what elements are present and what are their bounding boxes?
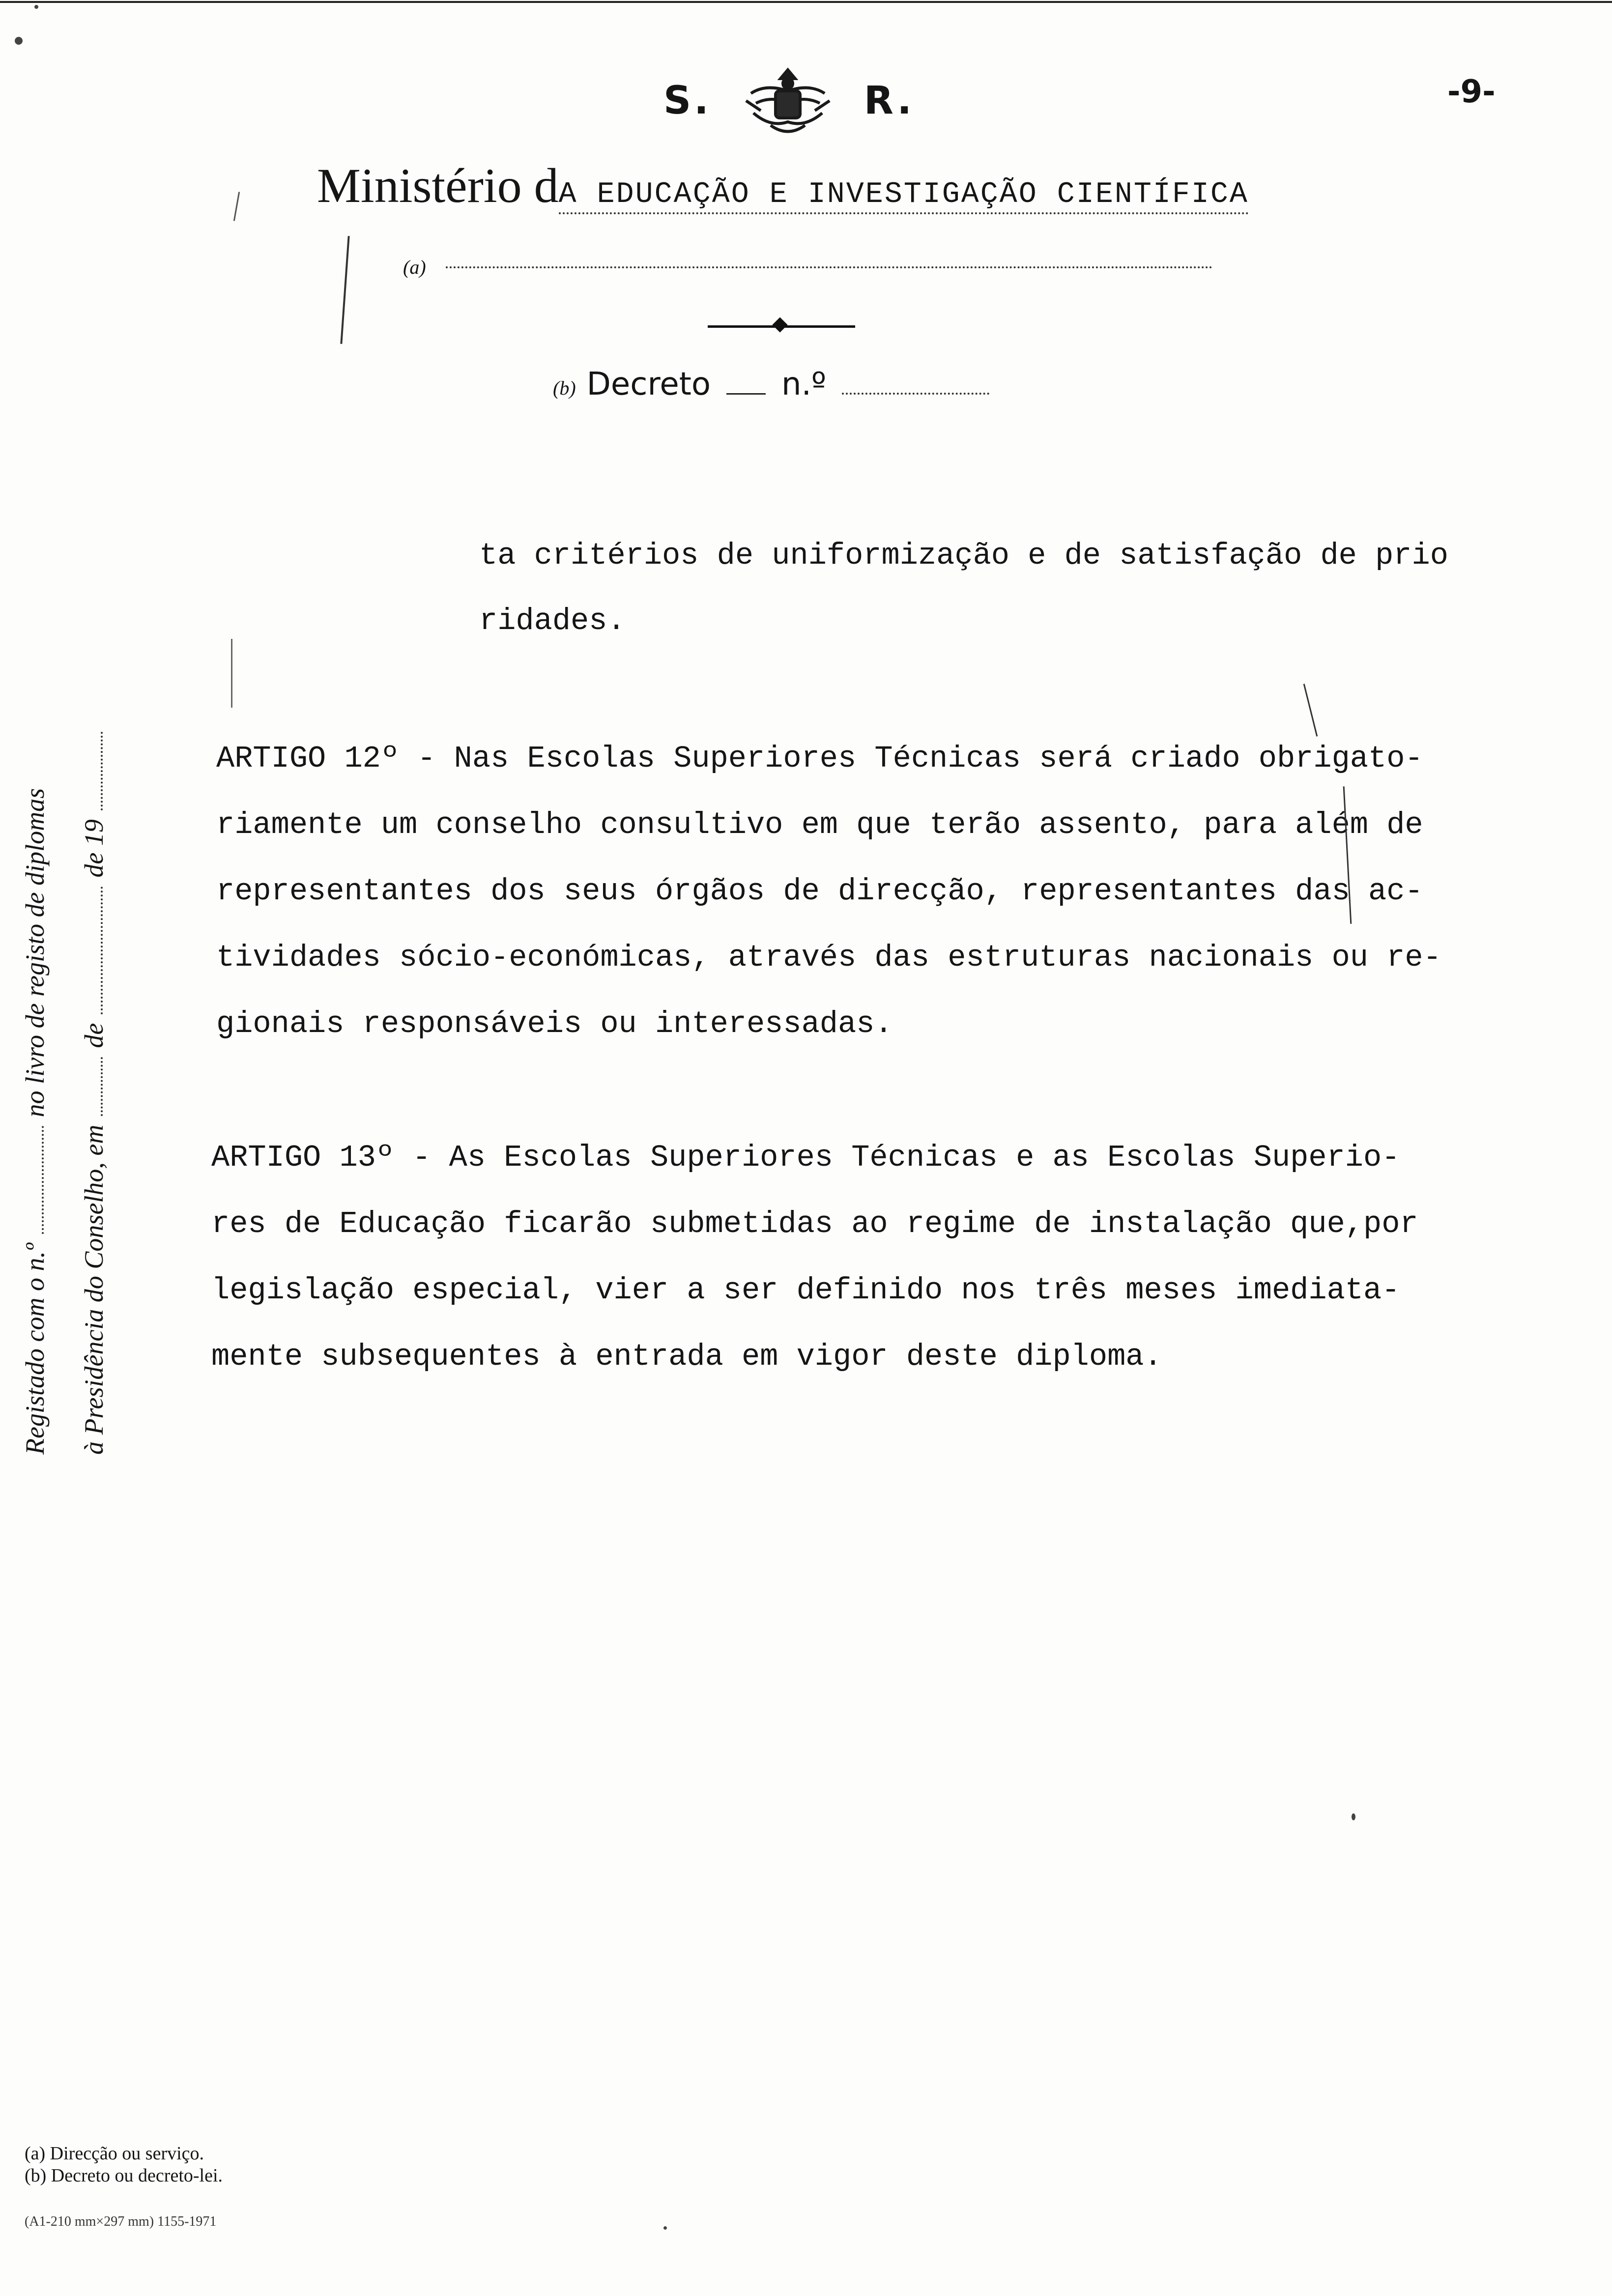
decree-number-blank (842, 393, 989, 395)
letterhead-left-letter: S. (663, 79, 712, 123)
margin-blank (42, 1126, 44, 1234)
margin-registered-label: Registado com o n.º (20, 1243, 50, 1455)
ministry-heading (317, 157, 1249, 214)
scan-speck (15, 37, 23, 45)
article-12-line: gionais responsáveis ou interessadas. (216, 1006, 893, 1041)
page-number: -9- (1447, 74, 1496, 110)
article-12-line: ARTIGO 12º - Nas Escolas Superiores Técnicas será criado obrigato- (216, 741, 1423, 776)
pen-stroke (1303, 684, 1318, 736)
article-13-line: mente subsequentes à entrada em vigor deste diploma. (211, 1339, 1162, 1374)
margin-book-label: no livro de registo de diplomas (20, 788, 50, 1118)
letterhead-right-letter: R. (864, 79, 915, 123)
body-line: ta critérios de uniformização e de satisfação de prio (479, 538, 1448, 573)
pen-stroke (233, 192, 240, 221)
article-12-line: representantes dos seus órgãos de direcção, representantes das ac- (216, 874, 1423, 909)
ministry-typed-text: A EDUCAÇÃO E INVESTIGAÇÃO CIENTÍFICA (559, 178, 1249, 214)
article-12-line: tividades sócio-económicas, através das estruturas nacionais ou re- (216, 940, 1441, 975)
margin-blank (101, 1057, 103, 1116)
footnote-a: (a) Direcção ou serviço. (25, 2143, 204, 2164)
footnote-b: (b) Decreto ou decreto-lei. (25, 2165, 223, 2186)
decree-line (553, 366, 989, 402)
margin-note-line-2 (79, 472, 138, 1455)
decree-type-blank (726, 393, 766, 395)
field-a-label: (a) (403, 256, 426, 278)
scan-speck (34, 5, 38, 9)
body-line: ridades. (479, 603, 626, 638)
margin-blank (101, 887, 103, 1014)
decree-number-label: n.º (781, 366, 827, 402)
pen-stroke (231, 639, 232, 708)
article-13-line: res de Educação ficarão submetidas ao regime de instalação que,por (211, 1206, 1418, 1241)
field-a-blank (446, 266, 1212, 268)
margin-presidency-label: à Presidência do Conselho, em (79, 1124, 109, 1455)
scan-speck (663, 2226, 667, 2230)
coat-of-arms-icon (741, 64, 835, 138)
ministry-printed-text: Ministério d (317, 158, 559, 213)
margin-note-line-1 (20, 472, 79, 1455)
divider-diamond-icon (772, 317, 787, 332)
registry-margin-note (20, 472, 138, 1455)
decree-text: Decreto (586, 366, 711, 402)
pen-stroke (340, 236, 349, 344)
margin-year-label: de 19 (79, 819, 109, 878)
scan-speck (1352, 1813, 1355, 1820)
field-a (403, 256, 1212, 279)
margin-de-label: de (79, 1023, 109, 1048)
article-13-line: ARTIGO 13º - As Escolas Superiores Técnicas e as Escolas Superio- (211, 1140, 1400, 1175)
top-edge-rule (0, 1, 1612, 3)
article-12-line: riamente um conselho consultivo em que terão assento, para além de (216, 807, 1423, 842)
article-13-line: legislação especial, vier a ser definido nos três meses imediata- (211, 1273, 1400, 1308)
margin-blank (101, 732, 103, 810)
letterhead (663, 64, 915, 138)
decree-label-b: (b) (553, 377, 576, 399)
print-code: (A1-210 mm×297 mm) 1155-1971 (25, 2214, 217, 2229)
